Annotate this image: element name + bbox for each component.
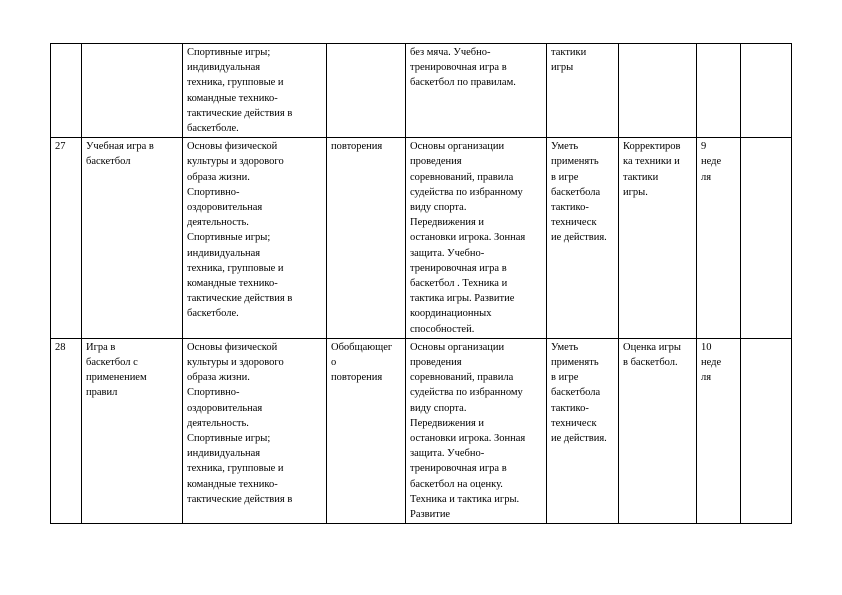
program-content-cell: Основы физической культуры и здорового образа жизни. Спортивно- оздоровительная деятельность. Спортивные игры; индивидуальная техника, групповые и командные технико- тактические действия в баскетболе. xyxy=(183,138,327,339)
date-plan-cell: 9 неде ля xyxy=(697,138,741,339)
table-row xyxy=(51,44,792,138)
date-fact-cell xyxy=(741,138,792,339)
lesson-topic-cell: Учебная игра в баскетбол xyxy=(82,138,183,339)
lesson-topic-cell: Игра в баскетбол с применением правил xyxy=(82,338,183,523)
activity-content-cell: Основы организации проведения соревнований, правила судейства по избранному виду спорта. Передвижения и остановки игрока. Зонная защита. Учебно- тренировочная игра в баскетбол . Техника и тактика игры. Развитие координационных способностей. xyxy=(406,138,547,339)
lesson-type-cell: повторения xyxy=(327,138,406,339)
lesson-number-cell: 27 xyxy=(51,138,82,339)
requirements-cell: Уметь применять в игре баскетбола тактико- техническ ие действия. xyxy=(547,138,619,339)
date-plan-cell: 10 неде ля xyxy=(697,338,741,523)
lesson-type-cell: Обобщающег о повторения xyxy=(327,338,406,523)
lesson-plan-table xyxy=(50,43,792,524)
lesson-number-cell xyxy=(51,44,82,138)
lesson-number-cell: 28 xyxy=(51,338,82,523)
table-row xyxy=(51,138,792,339)
program-content-cell: Спортивные игры; индивидуальная техника, групповые и командные технико- тактические действия в баскетболе. xyxy=(183,44,327,138)
lesson-type-cell xyxy=(327,44,406,138)
lesson-topic-cell xyxy=(82,44,183,138)
date-fact-cell xyxy=(741,338,792,523)
control-cell: Корректиров ка техники и тактики игры. xyxy=(619,138,697,339)
table-row xyxy=(51,338,792,523)
requirements-cell: тактики игры xyxy=(547,44,619,138)
requirements-cell: Уметь применять в игре баскетбола тактико- техническ ие действия. xyxy=(547,338,619,523)
date-plan-cell xyxy=(697,44,741,138)
date-fact-cell xyxy=(741,44,792,138)
control-cell: Оценка игры в баскетбол. xyxy=(619,338,697,523)
activity-content-cell: Основы организации проведения соревнований, правила судейства по избранному виду спорта. Передвижения и остановки игрока. Зонная защита. Учебно- тренировочная игра в баскетбол на оценку. Техника и тактика игры. Развитие xyxy=(406,338,547,523)
activity-content-cell: без мяча. Учебно- тренировочная игра в баскетбол по правилам. xyxy=(406,44,547,138)
program-content-cell: Основы физической культуры и здорового образа жизни. Спортивно- оздоровительная деятельность. Спортивные игры; индивидуальная техника, групповые и командные технико- тактические действия в xyxy=(183,338,327,523)
control-cell xyxy=(619,44,697,138)
